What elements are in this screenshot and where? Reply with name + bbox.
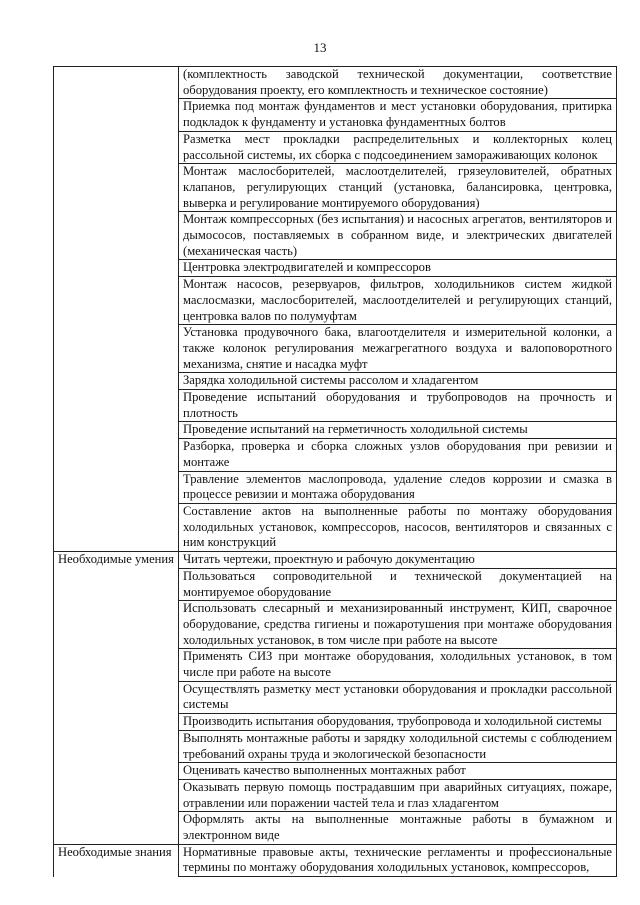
skill-cell: Выполнять монтажные работы и зарядку холодильной системы с соблюдением требований охраны труда и экологической безопасности	[179, 730, 617, 762]
task-cell: Центровка электродвигателей и компрессоров	[179, 260, 617, 277]
table-row	[54, 67, 617, 99]
task-cell: Зарядка холодильной системы рассолом и хладагентом	[179, 373, 617, 390]
competency-table	[53, 66, 617, 877]
task-cell: Проведение испытаний оборудования и трубопроводов на прочность и плотность	[179, 390, 617, 422]
skill-cell: Производить испытания оборудования, трубопровода и холодильной системы	[179, 714, 617, 731]
skill-cell: Оказывать первую помощь пострадавшим при аварийных ситуациях, пожаре, отравлении или поражении частей тела и глаз хладагентом	[179, 779, 617, 811]
skill-cell: Оформлять акты на выполненные монтажные работы в бумажном и электронном виде	[179, 812, 617, 844]
task-cell: Приемка под монтаж фундаментов и мест установки оборудования, притирка подкладок к фундаменту и установка фундаментных болтов	[179, 99, 617, 131]
table-row	[54, 552, 617, 569]
section-label-knowledge: Необходимые знания	[54, 844, 179, 876]
task-cell: Монтаж компрессорных (без испытания) и насосных агрегатов, вентиляторов и дымососов, поставляемых в собранном виде, и электрических двигателей (механическая часть)	[179, 212, 617, 260]
skill-cell: Осуществлять разметку мест установки оборудования и прокладки рассольной системы	[179, 681, 617, 713]
skill-cell: Оценивать качество выполненных монтажных работ	[179, 763, 617, 780]
skill-cell: Использовать слесарный и механизированный инструмент, КИП, сварочное оборудование, средства гигиены и пожаротушения при монтаже оборудования холодильных установок, в том числе при работе на высоте	[179, 601, 617, 649]
task-cell: Монтаж насосов, резервуаров, фильтров, холодильников систем жидкой маслосмазки, маслосборителей, маслоотделителей и регулирующих станций, центровка валов по полумуфтам	[179, 277, 617, 325]
skill-cell: Читать чертежи, проектную и рабочую документацию	[179, 552, 617, 569]
section-label-skills: Необходимые умения	[54, 552, 179, 845]
task-cell: Проведение испытаний на герметичность холодильной системы	[179, 422, 617, 439]
page-number: 13	[313, 40, 327, 55]
task-cell: Установка продувочного бака, влагоотделителя и измерительной колонки, а также колонок регулирования межагрегатного воздуха и валоповоротного механизма, снятие и насадка муфт	[179, 325, 617, 373]
table-row	[54, 844, 617, 876]
skill-cell: Применять СИЗ при монтаже оборудования, холодильных установок, в том числе при работе на высоте	[179, 649, 617, 681]
task-cell: Разметка мест прокладки распределительных и коллекторных колец рассольной системы, их сборка с подсоединением замораживающих колонок	[179, 131, 617, 163]
knowledge-cell: Нормативные правовые акты, технические регламенты и профессиональные термины по монтажу оборудования холодильных установок, компрессоров,	[179, 844, 617, 876]
task-cell: (комплектность заводской технической документации, соответствие оборудования проекту, его комплектность и техническое состояние)	[179, 67, 617, 99]
task-cell: Травление элементов маслопровода, удаление следов коррозии и смазка в процессе ревизии и монтажа оборудования	[179, 471, 617, 503]
task-cell: Монтаж маслосборителей, маслоотделителей, грязеуловителей, обратных клапанов, регулирующих станций (установка, балансировка, центровка, выверка и регулирование монтируемого оборудования)	[179, 164, 617, 212]
task-cell: Составление актов на выполненные работы по монтажу оборудования холодильных установок, компрессоров, насосов, вентиляторов и связанных с ним конструкций	[179, 503, 617, 551]
section-label-continuation	[54, 67, 179, 552]
skill-cell: Пользоваться сопроводительной и технической документацией на монтируемое оборудование	[179, 568, 617, 600]
task-cell: Разборка, проверка и сборка сложных узлов оборудования при ревизии и монтаже	[179, 439, 617, 471]
